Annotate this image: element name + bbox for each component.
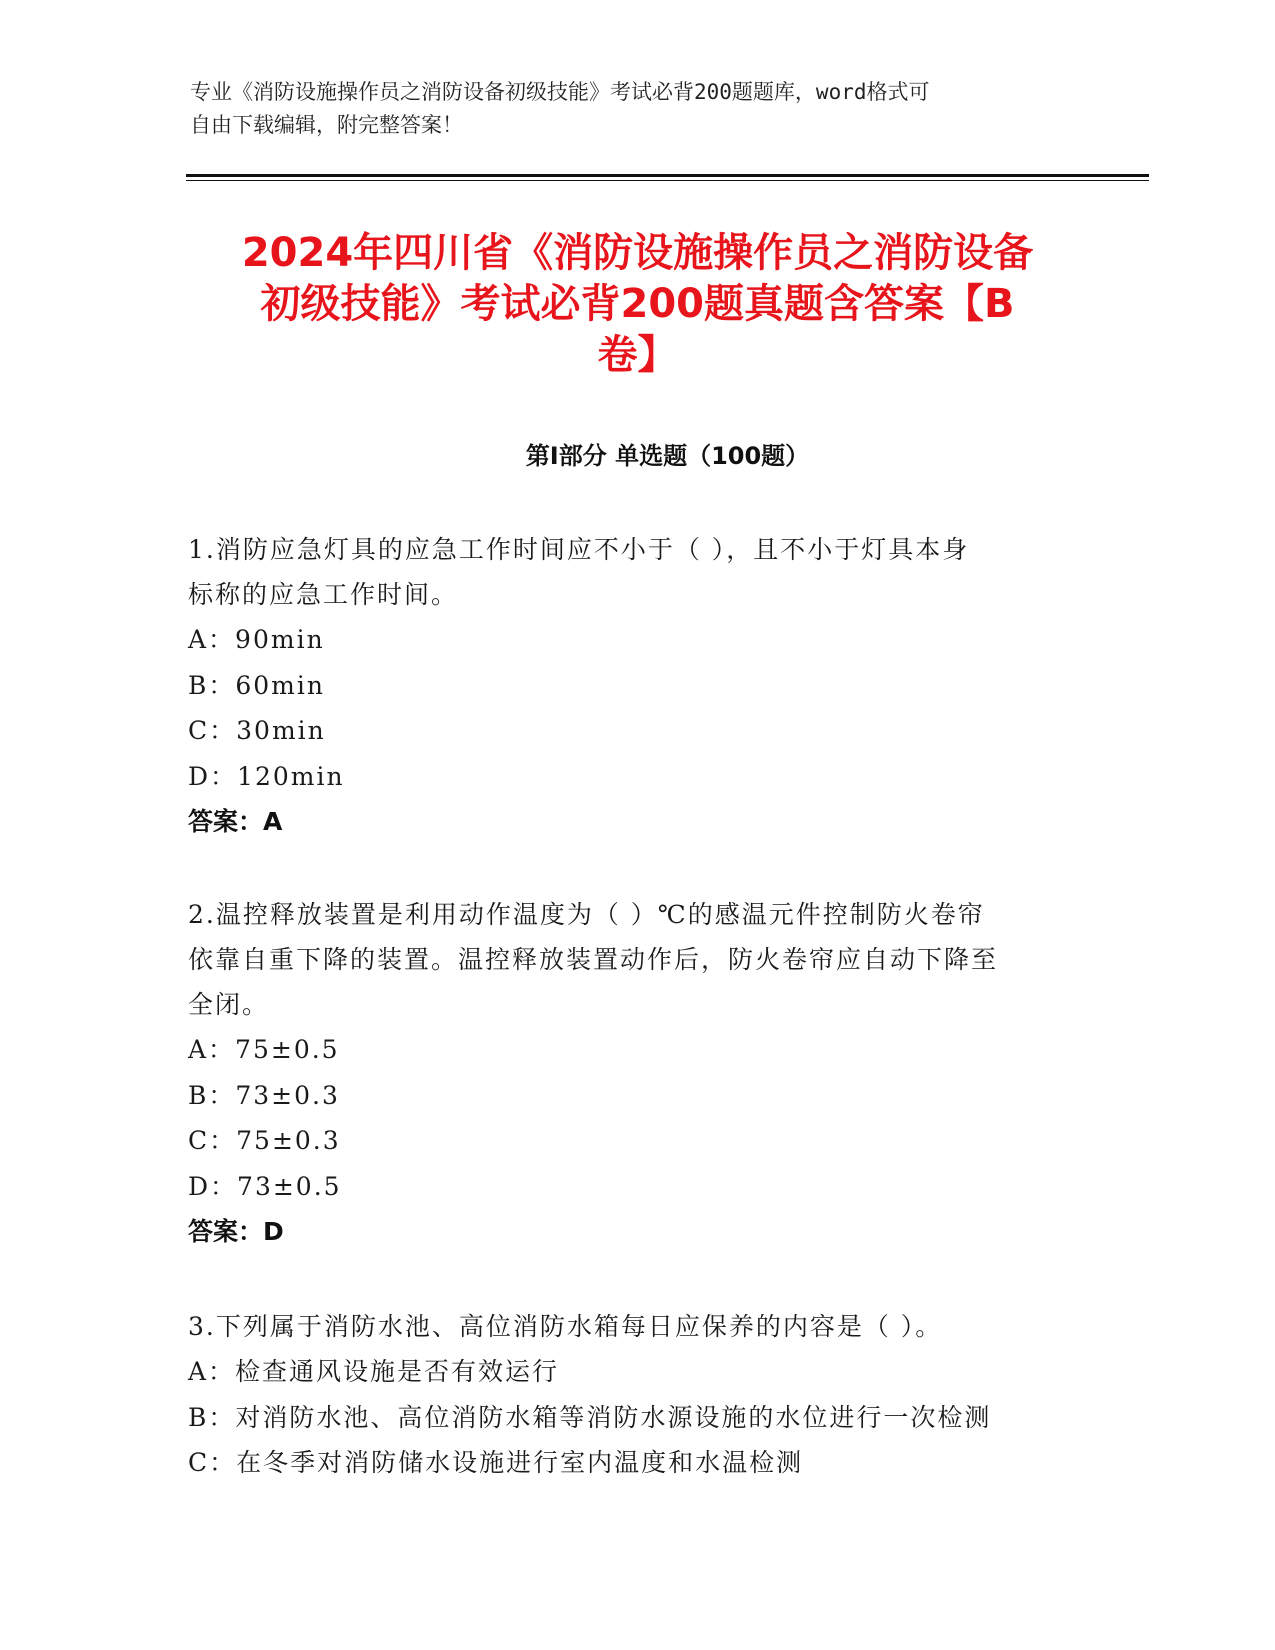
question-1 [188, 527, 1068, 844]
question-2 [188, 892, 1068, 1254]
option-a: A：90min [188, 625, 325, 654]
option-b: B：对消防水池、高位消防水箱等消防水源设施的水位进行一次检测 [188, 1402, 992, 1432]
option-c: C：30min [188, 716, 326, 745]
question-text: 3.下列属于消防水池、高位消防水箱每日应保养的内容是（ ）。 [188, 1312, 943, 1341]
question-text: 全闭。 [188, 990, 270, 1019]
question-3 [188, 1304, 1068, 1486]
header-note-line: 专业《消防设施操作员之消防设备初级技能》考试必背200题题库，word格式可 [190, 80, 930, 104]
answer-label: 答案：A [188, 807, 283, 836]
header-divider-thin [186, 180, 1149, 181]
question-text: 依靠自重下降的装置。温控释放装置动作后，防火卷帘应自动下降至 [188, 945, 999, 974]
option-a: A：75±0.5 [188, 1035, 340, 1064]
document-title-line: 2024年四川省《消防设施操作员之消防设备 [241, 230, 1034, 276]
section-heading: 第I部分 单选题（100题） [525, 442, 810, 470]
document-title-line: 卷】 [597, 332, 678, 378]
document-title-line: 初级技能》考试必背200题真题含答案【B [260, 281, 1015, 327]
header-divider-thick [186, 174, 1149, 177]
option-c: C：75±0.3 [188, 1126, 341, 1155]
option-d: D：120min [188, 761, 345, 791]
option-b: B：60min [188, 670, 325, 700]
question-text: 2.温控释放装置是利用动作温度为（ ）℃的感温元件控制防火卷帘 [188, 900, 985, 929]
question-text: 1.消防应急灯具的应急工作时间应不小于（ ），且不小于灯具本身 [188, 535, 970, 564]
document-title [180, 228, 1095, 381]
option-a: A：检查通风设施是否有效运行 [188, 1357, 560, 1386]
option-c: C：在冬季对消防储水设施进行室内温度和水温检测 [188, 1448, 804, 1477]
question-text: 标称的应急工作时间。 [188, 580, 459, 609]
answer-label: 答案：D [188, 1217, 284, 1246]
option-b: B：73±0.3 [188, 1080, 340, 1110]
header-note [190, 76, 1070, 142]
header-note-line: 自由下载编辑，附完整答案！ [190, 113, 463, 137]
option-d: D：73±0.5 [188, 1171, 342, 1201]
